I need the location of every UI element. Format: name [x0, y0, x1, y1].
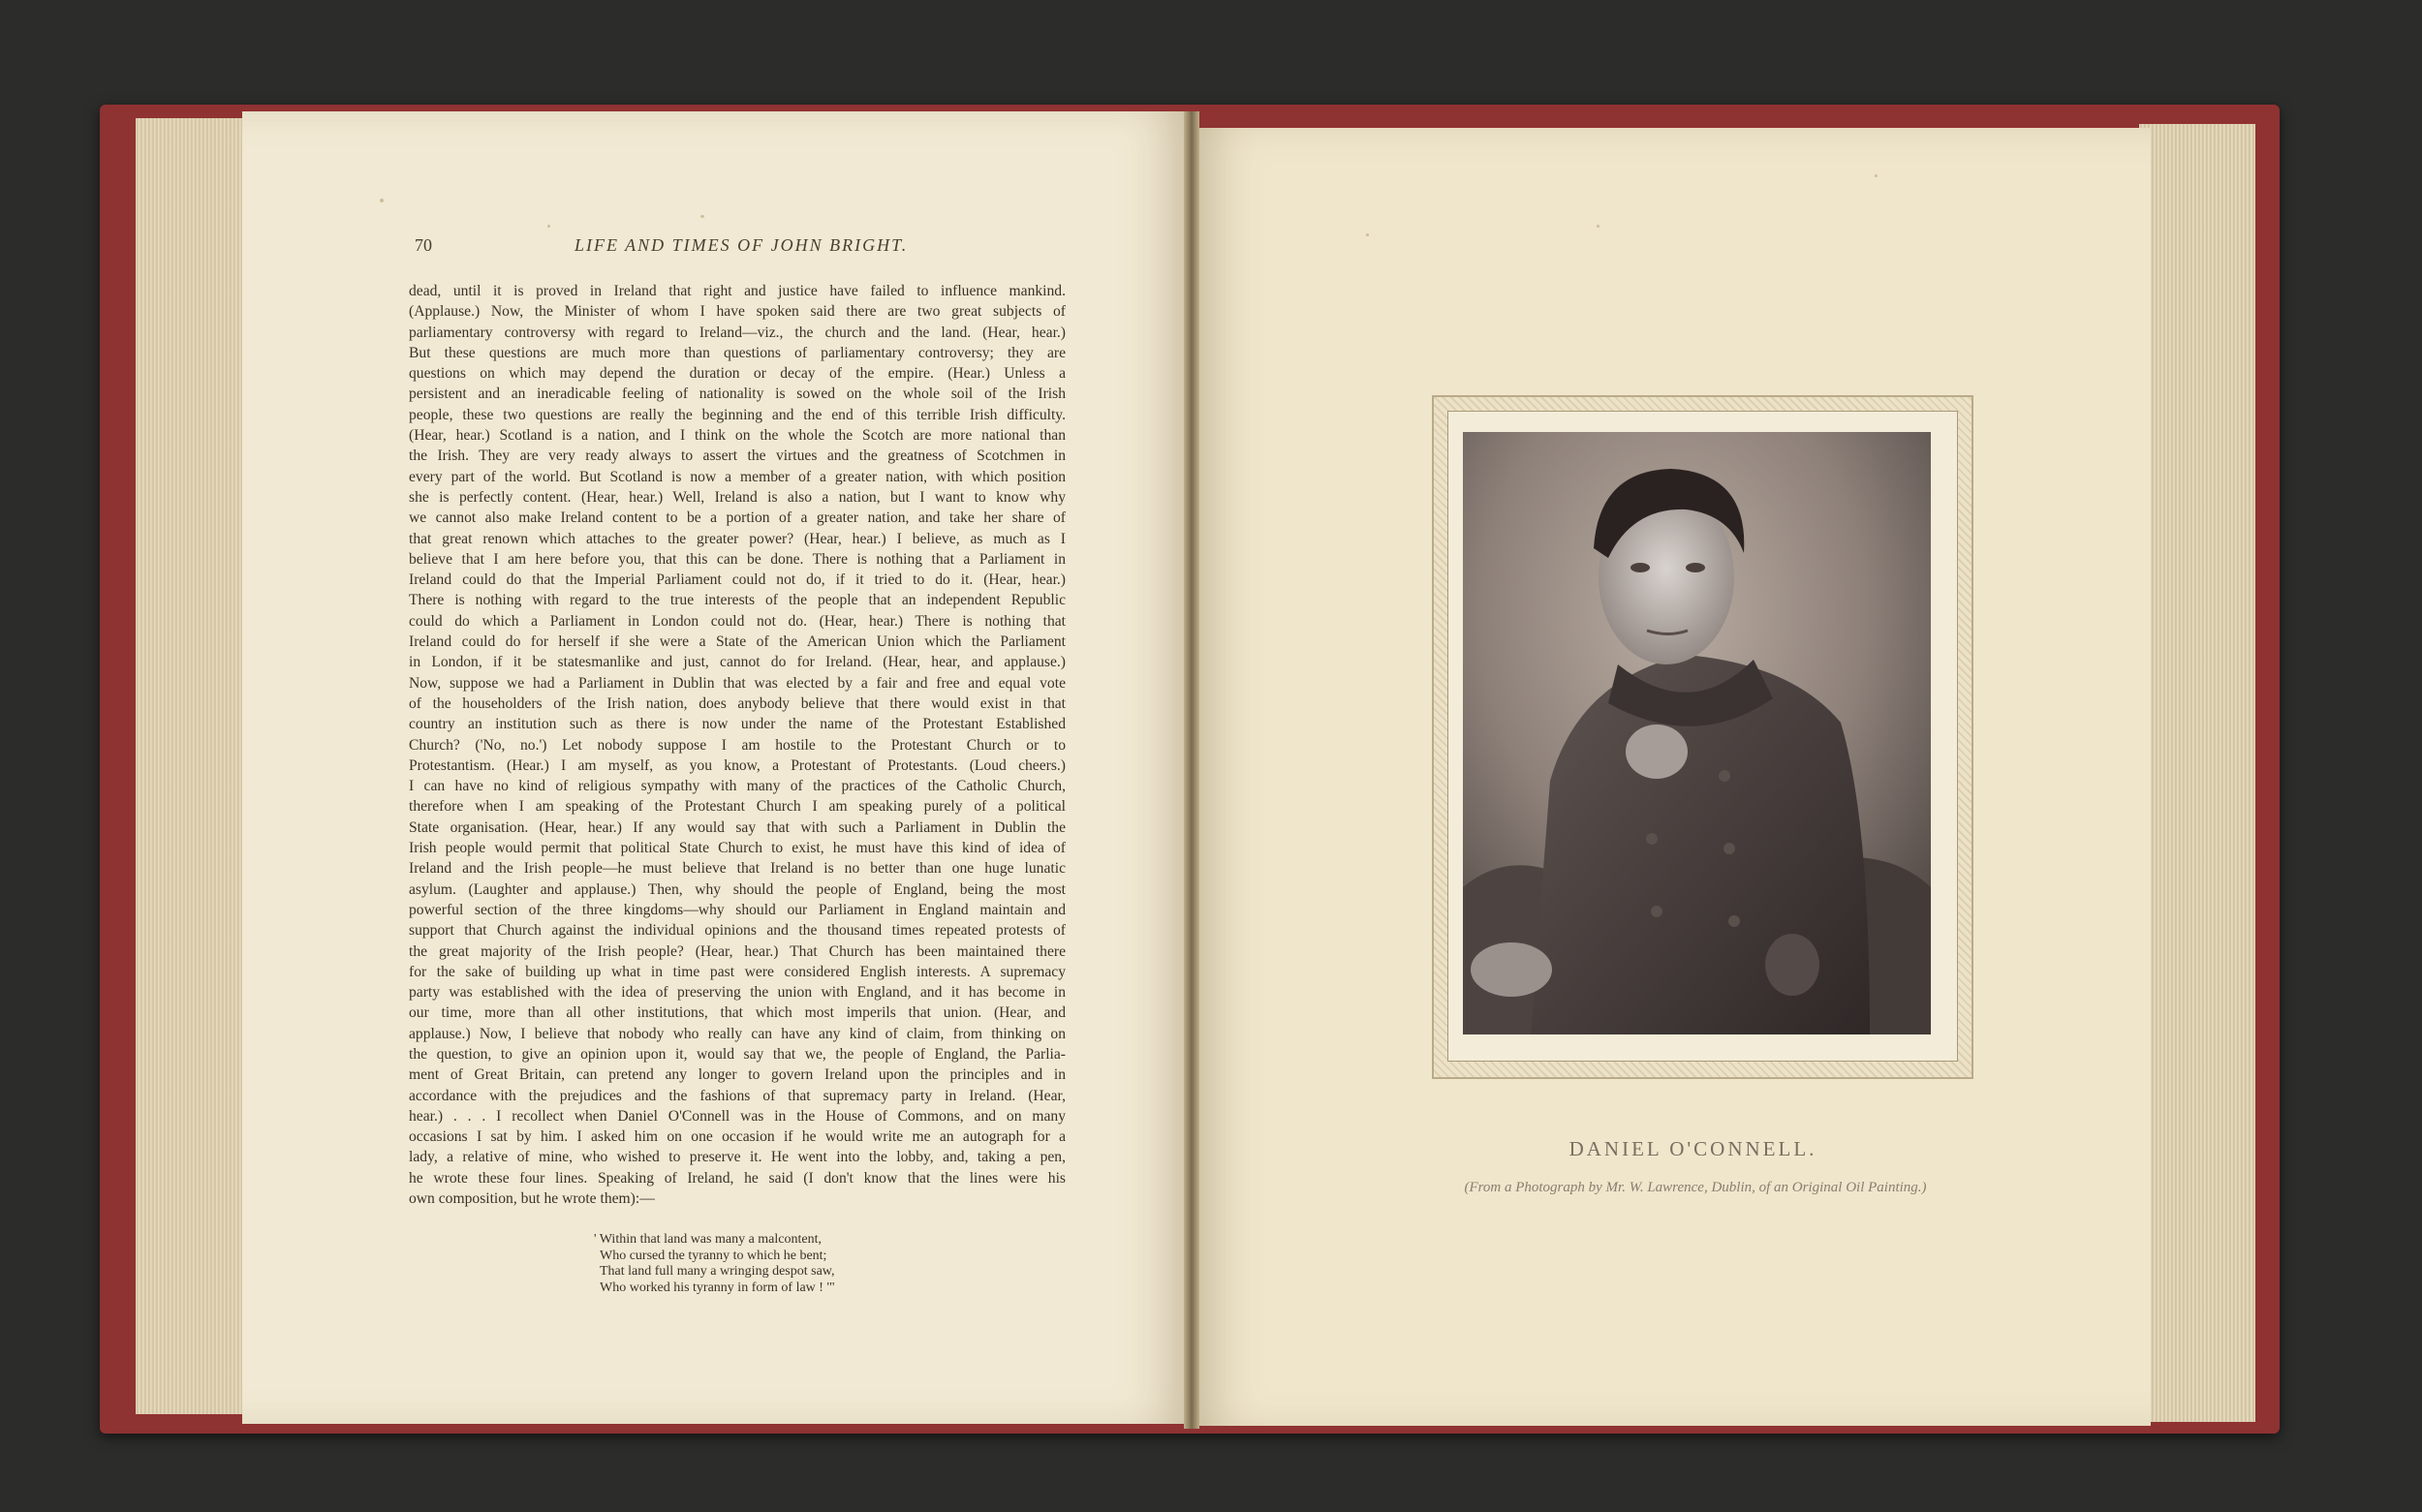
text-line: lady, a relative of mine, who wished to preserve it. He went into the lobby, and, taking a pen, [409, 1149, 1066, 1166]
running-title: LIFE AND TIMES OF JOHN BRIGHT. [574, 235, 909, 255]
text-line: the Irish. They are very ready always to assert the virtues and the greatness of Scotchmen in [409, 447, 1066, 465]
text-line: There is nothing with regard to the true interests of the people that an independent Republic [409, 592, 1066, 609]
text-line: I can have no kind of religious sympathy with many of the practices of the Catholic Church, [409, 778, 1066, 795]
foxing-spot [1597, 225, 1599, 228]
text-line: she is perfectly content. (Hear, hear.) Well, Ireland is also a nation, but I want to know why [409, 488, 1066, 506]
verse-line: ' Within that land was many a malcontent, [594, 1232, 822, 1247]
foxing-spot [1366, 233, 1369, 236]
foxing-spot [547, 225, 550, 228]
text-line: therefore when I am speaking of the Protestant Church I am speaking purely of a political [409, 798, 1066, 816]
text-line: that great renown which attaches to the greater power? (Hear, hear.) I believe, as much as I [409, 530, 1066, 547]
foxing-spot [700, 215, 704, 218]
verse-line: That land full many a wringing despot saw, [600, 1264, 835, 1279]
text-line: Ireland could do for herself if she were a State of the American Union which the Parliament [409, 633, 1066, 651]
text-line: Church? ('No, no.') Let nobody suppose I am hostile to the Protestant Church or to [409, 736, 1066, 754]
text-line: accordance with the prejudices and the fashions of that supremacy party in Ireland. (Hear, [409, 1087, 1066, 1104]
text-line: ment of Great Britain, can pretend any longer to govern Ireland upon the principles and in [409, 1066, 1066, 1084]
text-line: we cannot also make Ireland content to be a portion of a greater nation, and take her share of [409, 509, 1066, 527]
text-line: Irish people would permit that political State Church to exist, he must have this kind of idea of [409, 840, 1066, 857]
text-line: support that Church against the individual opinions and the thousand times repeated protests of [409, 922, 1066, 940]
portrait-photograph [1463, 432, 1931, 1034]
text-line: dead, until it is proved in Ireland that right and justice have failed to influence mankind. [409, 283, 1066, 299]
text-line: own composition, but he wrote them):— [409, 1190, 655, 1208]
text-line: Ireland and the Irish people—he must believe that Ireland is no better than one huge lunatic [409, 860, 1066, 878]
plate-caption: DANIEL O'CONNELL. [1568, 1137, 1817, 1160]
text-line: for the sake of building up what in time past were considered English interests. A supremacy [409, 963, 1066, 980]
book-gutter [1184, 111, 1199, 1429]
text-line: applause.) Now, I believe that nobody who really can have any kind of claim, from thinking on [409, 1025, 1066, 1042]
text-line: the question, to give an opinion upon it, would say that we, the people of England, the Parlia- [409, 1045, 1066, 1063]
text-line: people, these two questions are really the beginning and the end of this terrible Irish difficulty. [409, 406, 1066, 423]
text-line: Protestantism. (Hear.) I am myself, as you know, a Protestant of Protestants. (Loud cheers.) [409, 756, 1066, 774]
text-line: parliamentary controversy with regard to Ireland—viz., the church and the land. (Hear, hear.) [409, 324, 1066, 341]
plate-source-credit: (From a Photograph by Mr. W. Lawrence, Dublin, of an Original Oil Painting.) [1464, 1180, 1927, 1195]
text-line: hear.) . . . I recollect when Daniel O'Connell was in the House of Commons, and on many [409, 1107, 1066, 1125]
page-edges-right [2139, 124, 2255, 1422]
page-number: 70 [415, 235, 432, 255]
text-line: questions on which may depend the duration or decay of the empire. (Hear.) Unless a [409, 365, 1066, 383]
text-line: party was established with the idea of preserving the union with England, and it has become in [409, 984, 1066, 1002]
text-line: of the householders of the Irish nation, does anybody believe that there would exist in that [409, 694, 1066, 712]
text-line: country an institution such as there is now under the name of the Protestant Established [409, 716, 1066, 733]
text-line: every part of the world. But Scotland is now a member of a greater nation, with which position [409, 468, 1066, 485]
text-line: could do which a Parliament in London could not do. (Hear, hear.) There is nothing that [409, 612, 1066, 630]
portrait-of-daniel-oconnell [1463, 432, 1931, 1034]
verse-line: Who worked his tyranny in form of law ! '" [600, 1280, 835, 1295]
quoted-verse [594, 1232, 885, 1296]
foxing-spot [1875, 174, 1878, 177]
text-line: asylum. (Laughter and applause.) Then, why should the people of England, being the most [409, 880, 1066, 898]
text-line: in London, if it be statesmanlike and just, cannot do for Ireland. (Hear, hear, and applause.) [409, 654, 1066, 671]
text-line: the great majority of the Irish people? (Hear, hear.) That Church has been maintained there [409, 942, 1066, 960]
text-line: (Hear, hear.) Scotland is a nation, and I think on the whole the Scotch are more national than [409, 427, 1066, 445]
text-line: persistent and an ineradicable feeling of nationality is sowed on the whole soil of the Irish [409, 386, 1066, 403]
text-line: But these questions are much more than questions of parliamentary controversy; they are [409, 344, 1066, 361]
verse-line: Who cursed the tyranny to which he bent; [600, 1248, 827, 1263]
text-line: occasions I sat by him. I asked him on one occasion if he would write me an autograph for a [409, 1128, 1066, 1146]
text-line: (Applause.) Now, the Minister of whom I have spoken said there are two great subjects of [409, 303, 1066, 321]
text-line: Now, suppose we had a Parliament in Dublin that was elected by a fair and free and equal vote [409, 674, 1066, 692]
body-text [409, 281, 1066, 1209]
foxing-spot [380, 199, 384, 202]
text-line: he wrote these four lines. Speaking of Ireland, he said (I don't know that the lines were his [409, 1169, 1066, 1187]
text-line: State organisation. (Hear, hear.) If any would say that with such a Parliament in Dublin the [409, 818, 1066, 836]
text-line: Ireland could do that the Imperial Parliament could not do, if it tried to do it. (Hear, hear.) [409, 571, 1066, 589]
text-line: powerful section of the three kingdoms—why should our Parliament in England maintain and [409, 901, 1066, 918]
text-line: our time, more than all other institutions, that which most imperils that union. (Hear, and [409, 1004, 1066, 1022]
text-line: believe that I am here before you, that this can be done. There is nothing that a Parliament in [409, 550, 1066, 568]
